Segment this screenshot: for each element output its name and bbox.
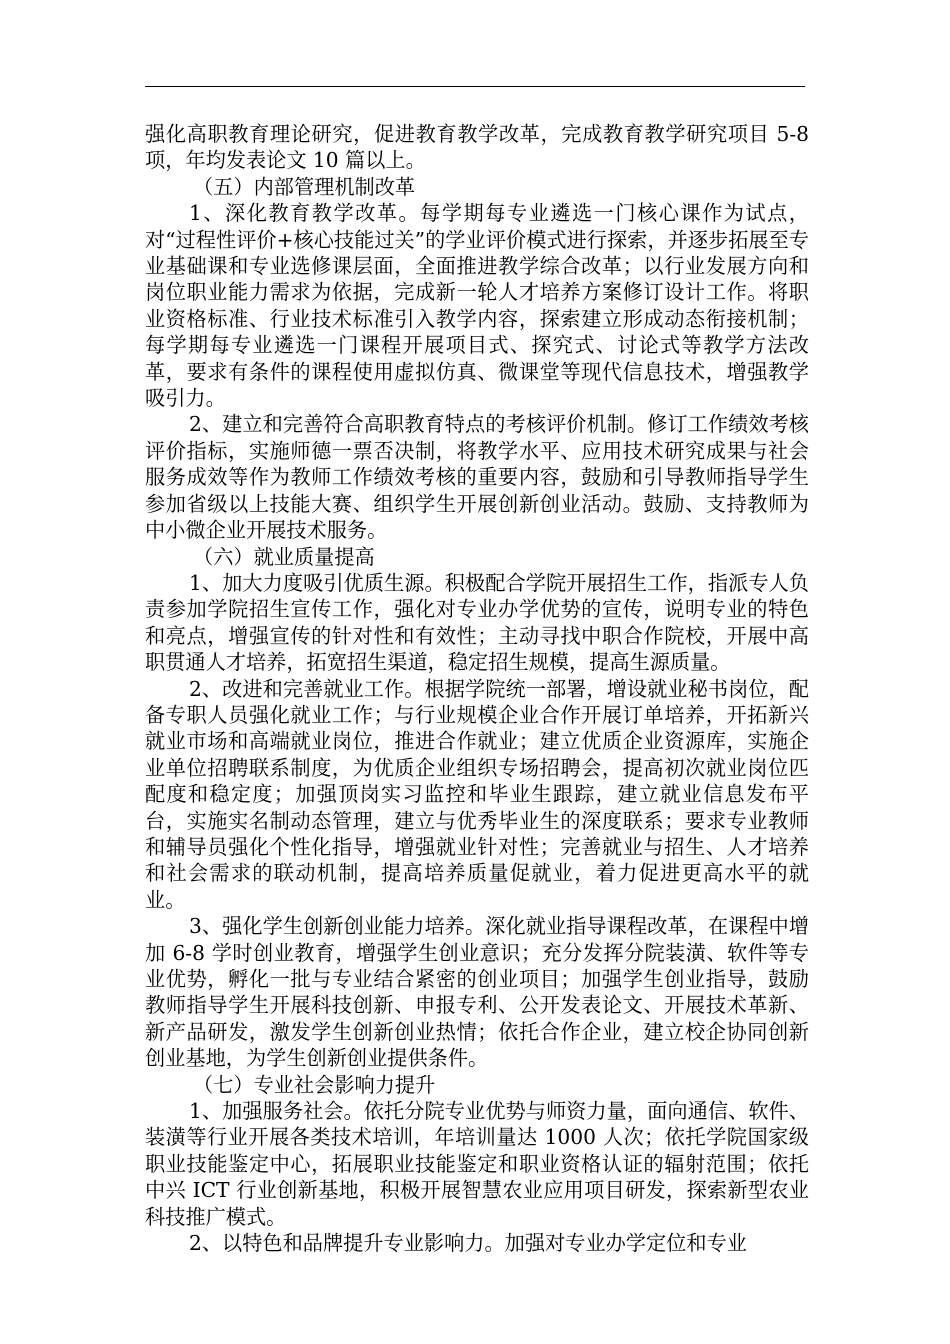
paragraph-6-2: 2、改进和完善就业工作。根据学院统一部署，增设就业秘书岗位，配备专职人员强化就业工作；与行业规模企业合作开展订单培养，开拓新兴就业市场和高端就业岗位，推进合作就业；建立优质企业资源库，实施企业单位招聘联系制度，为优质企业组织专场招聘会，提高初次就业岗位匹配度和稳定度；加强顶岗实习监控和毕业生跟踪，建立就业信息发布平台，实施实名制动态管理，建立与优秀毕业生的深度联系；要求专业教师和辅导员强化个性化指导，增强就业针对性；完善就业与招生、人才培养和社会需求的联动机制，提高培养质量促就业，着力促进更高水平的就业。 bbox=[145, 676, 809, 912]
header-rule bbox=[145, 86, 805, 87]
paragraph-5-1: 1、深化教育教学改革。每学期每专业遴选一门核心课作为试点，对“过程性评价+核心技能过关”的学业评价模式进行探索，并逐步拓展至专业基础课和专业选修课层面，全面推进教学综合改革；以行业发展方向和岗位职业能力需求为依据，完成新一轮人才培养方案修订设计工作。将职业资格标准、行业技术标准引入教学内容，探索建立形成动态衔接机制；每学期每专业遴选一门课程开展项目式、探究式、讨论式等教学方法改革，要求有条件的课程使用虚拟仿真、微课堂等现代信息技术，增强教学吸引力。 bbox=[145, 201, 809, 411]
paragraph-5-2: 2、建立和完善符合高职教育特点的考核评价机制。修订工作绩效考核评价指标，实施师德一票否决制，将教学水平、应用技术研究成果与社会服务成效等作为教师工作绩效考核的重要内容，鼓励和引导教师指导学生参加省级以上技能大赛、组织学生开展创新创业活动。鼓励、支持教师为中小微企业开展技术服务。 bbox=[145, 412, 809, 543]
paragraph-6-3: 3、强化学生创新创业能力培养。深化就业指导课程改革，在课程中增加 6-8 学时创业教育，增强学生创业意识；充分发挥分院装潢、软件等专业优势，孵化一批与专业结合紧密的创业项目；加强学生创业指导，鼓励教师指导学生开展科技创新、申报专利、公开发表论文、开展技术革新、新产品研发，激发学生创新创业热情；依托合作企业，建立校企协同创新创业基地，为学生创新创业提供条件。 bbox=[145, 914, 809, 1071]
section-heading-6: （六）就业质量提高 bbox=[193, 544, 375, 569]
paragraph-continuation: 强化高职教育理论研究，促进教育教学改革，完成教育教学研究项目 5-8 项，年均发表论文 10 篇以上。 bbox=[145, 122, 809, 173]
paragraph-7-1: 1、加强服务社会。依托分院专业优势与师资力量，面向通信、软件、装潢等行业开展各类技术培训，年培训量达 1000 人次；依托学院国家级职业技能鉴定中心，拓展职业技能鉴定和职业资格认证的辐射范围；依托中兴 ICT 行业创新基地，积极开展智慧农业应用项目研发，探索新型农业科技推广模式。 bbox=[145, 1099, 809, 1229]
section-heading-7: （七）专业社会影响力提升 bbox=[193, 1072, 436, 1097]
paragraph-6-1: 1、加大力度吸引优质生源。积极配合学院开展招生工作，指派专人负责参加学院招生宣传工作，强化对专业办学优势的宣传，说明专业的特色和亮点，增强宣传的针对性和有效性；主动寻找中职合作院校，开展中高职贯通人才培养，拓宽招生渠道，稳定招生规模，提高生源质量。 bbox=[145, 570, 809, 675]
paragraph-7-2: 2、以特色和品牌提升专业影响力。加强对专业办学定位和专业 bbox=[189, 1231, 747, 1256]
document-body bbox=[145, 121, 809, 1256]
section-heading-5: （五）内部管理机制改革 bbox=[193, 174, 416, 199]
